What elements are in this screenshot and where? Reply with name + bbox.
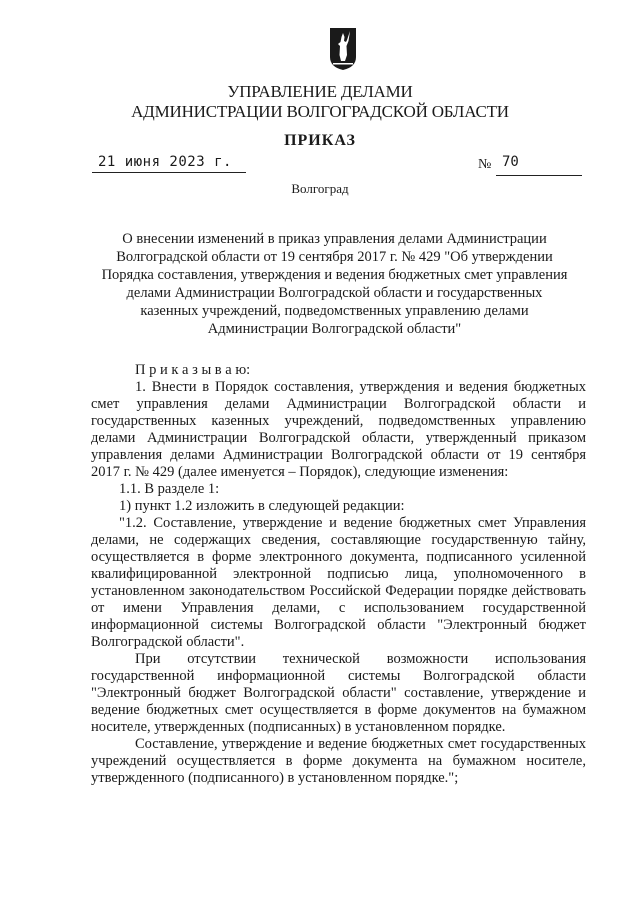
order-body — [91, 362, 586, 787]
body-paragraph: 1. Внести в Порядок составления, утверждения и ведения бюджетных смет управления делами Администрации Волгоградской области и государственных казенных учреждений, подведомственных управлению делами Администрации Волгоградской области, утвержденный приказом управления делами Администрации Волгоградской области от 19 сентября 2017 г. № 429 (далее именуется – Порядок), следующие изменения: — [91, 379, 586, 480]
subject-line: Порядка составления, утверждения и ведения бюджетных смет управления — [101, 267, 568, 283]
body-paragraph: 1.1. В разделе 1: — [119, 481, 220, 497]
subject-line: делами Администрации Волгоградской области и государственных — [126, 285, 543, 301]
order-subject — [92, 230, 577, 338]
order-directive: П р и к а з ы в а ю: — [135, 362, 251, 378]
body-paragraph: 1) пункт 1.2 изложить в следующей редакции: — [119, 498, 405, 514]
order-date: 21 июня 2023 г. — [98, 154, 232, 170]
body-paragraph: Составление, утверждение и ведение бюджетных смет государственных учреждений осуществляется в форме документа на бумажном носителе, утвержденного (подписанного) в установленном порядке."; — [91, 736, 586, 786]
document-type-title: ПРИКАЗ — [284, 132, 356, 149]
body-paragraph: При отсутствии технической возможности использования государственной информационной системы Волгоградской области "Электронный бюджет Волгоградской области" составление, утверждение и ведение бюджетных смет осуществляется в форме документов на бумажном носителе, утвержденных (подписанных) в установленном порядке. — [91, 651, 586, 735]
number-sign: № — [478, 157, 492, 172]
body-paragraph: "1.2. Составление, утверждение и ведение бюджетных смет Управления делами, не содержащих сведения, составляющие государственную тайну, осуществляется в форме электронного документа, подписанного усиленной квалифицированной электронной подписью лица, уполномоченного в установленном законодательством Российской Федерации порядке действовать от имени Управления делами, с использованием государственной информационной системы Волгоградской области "Электронный бюджет Волгоградской области". — [91, 515, 586, 650]
number-underline — [496, 175, 582, 176]
subject-line: О внесении изменений в приказ управления делами Администрации — [122, 231, 547, 247]
subject-line: Волгоградской области от 19 сентября 2017 г. № 429 "Об утверждении — [116, 249, 553, 265]
org-name-line1: УПРАВЛЕНИЕ ДЕЛАМИ — [227, 82, 413, 101]
volgograd-emblem-icon — [329, 27, 357, 71]
org-name-line2: АДМИНИСТРАЦИИ ВОЛГОГРАДСКОЙ ОБЛАСТИ — [131, 102, 509, 121]
order-number: 70 — [502, 154, 519, 170]
city-name: Волгоград — [291, 181, 349, 196]
date-underline — [92, 172, 246, 173]
subject-line: казенных учреждений, подведомственных управлению делами — [140, 303, 529, 319]
subject-line: Администрации Волгоградской области" — [207, 321, 462, 337]
